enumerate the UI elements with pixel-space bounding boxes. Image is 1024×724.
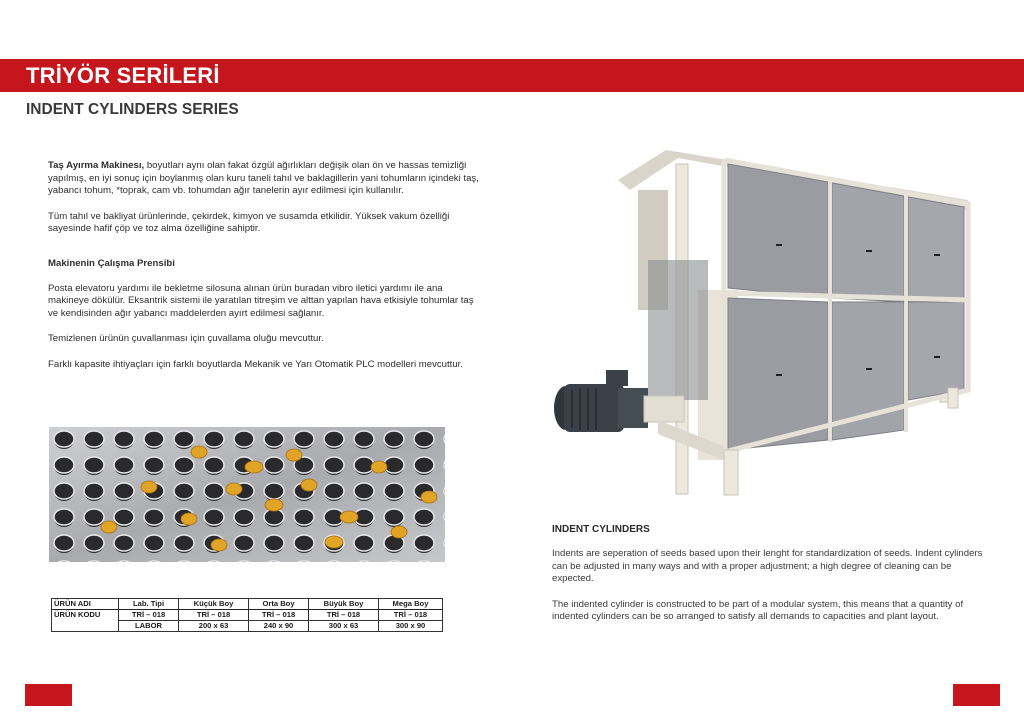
table-header-cell: Büyük Boy — [309, 599, 379, 610]
english-paragraph-1: Indents are seperation of seeds based upon their lenght for standardization of seeds. Indent cylinders can be adjusted in many ways and with a proper adjustment; a high degree of cleaning can be expected. — [552, 548, 983, 585]
paragraph-5: Farklı kapasite ihtiyaçları için farklı boyutlarda Mekanik ve Yarı Otomatik PLC modelleri mevcuttur. — [48, 358, 463, 370]
paragraph-4: Temizlenen ürünün çuvallanması için çuvallama oluğu mevcuttur. — [48, 333, 324, 345]
paragraph-2: Tüm tahıl ve bakliyat ürünlerinde, çekirdek, kimyon ve susamda etkilidir. Yüksek vakum özelliği sayesinde hafif çöp ve toz alma özelliğine sahiptir. — [48, 210, 450, 235]
title-banner — [0, 59, 1024, 92]
page-title: TRİYÖR SERİLERİ — [26, 63, 220, 88]
table-header-cell: Lab. Tipi — [119, 599, 179, 610]
table-cell-code: TRİ – 018 — [378, 610, 442, 621]
table-header-cell: Mega Boy — [378, 599, 442, 610]
machine-image — [548, 150, 976, 498]
table-cell-size: 300 x 90 — [378, 621, 442, 632]
table-cell-size: 240 x 90 — [248, 621, 308, 632]
intro-bold: Taş Ayırma Makinesı, — [48, 160, 145, 171]
table-cell-code: TRİ – 018 — [248, 610, 308, 621]
table-header-cell: Küçük Boy — [179, 599, 249, 610]
turkish-description — [48, 160, 480, 385]
table-header-cell: ÜRÜN ADI — [52, 599, 119, 610]
english-description — [552, 548, 992, 637]
english-title: INDENT CYLINDERS — [552, 524, 650, 535]
footer-accent-left — [25, 684, 72, 706]
table-header-cell: Orta Boy — [248, 599, 308, 610]
table-header-row — [52, 599, 443, 610]
table-cell-code: TRİ – 018 — [179, 610, 249, 621]
footer-accent-right — [953, 684, 1000, 706]
table-cell-size: LABOR — [119, 621, 179, 632]
table-row-label: ÜRÜN KODU — [52, 610, 119, 632]
paragraph-3: Posta elevatoru yardımı ile bekletme silosuna alınan ürün buradan vibro iletici yardımı ile ana makineye dökülür. Eksantrik sistemi ile yaratılan titreşim ve alttan yapılan hava etkisiyle tohumlar taş ve kendisinden ağır yabancı maddelerden ayırt edilmesi sağlanır. — [48, 282, 474, 319]
indent-sieve-image — [49, 427, 445, 562]
page-subtitle: INDENT CYLINDERS SERIES — [26, 101, 239, 118]
table-cell-code: TRİ – 018 — [119, 610, 179, 621]
table-row — [52, 610, 443, 621]
table-cell-size: 200 x 63 — [179, 621, 249, 632]
product-table — [51, 598, 443, 632]
table-cell-code: TRİ – 018 — [309, 610, 379, 621]
principle-heading: Makinenin Çalışma Prensibi — [48, 257, 175, 269]
english-paragraph-2: The indented cylinder is constructed to be part of a modular system, this means that a quantity of indented cylinders can be so arranged to satisfy all demands to capacities and plant layout. — [552, 598, 964, 623]
intro-paragraph — [48, 160, 480, 198]
intro-rest: boyutları aynı olan fakat özgül ağırlıkları değişik olan ön ve hassas temizliği yapılmış, en iyi sonuç için boylanmış olan kuru taneli tahıl ve baklagillerin yani tohumların içindeki taş, yabancı tohum, *toprak, cam vb. tohumdan ağır tanelerin ayır edilmesi için kullanılır. — [48, 160, 479, 197]
table-cell-size: 300 x 63 — [309, 621, 379, 632]
